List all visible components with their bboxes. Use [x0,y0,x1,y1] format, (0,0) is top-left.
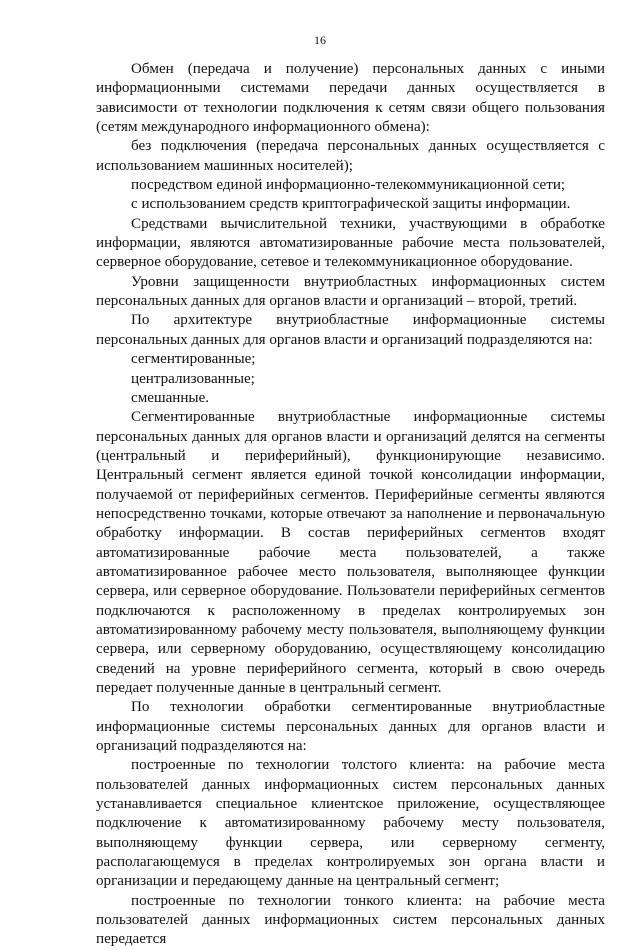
paragraph-data-exchange: Обмен (передача и получение) персональных данных с иными информационными системами передачи данных осуществляется в зависимости от технологии подключения к сетям связи общего пользования (сетям международного информационного обмена): [96,61,605,136]
paragraph-segmented-systems: Сегментированные внутриобластные информационные системы персональных данных для органов власти и организаций делятся на сегменты (центральный и периферийный), функционирующие независимо. Центральный сегмент является единой точкой консолидации информации, получаемой от периферийных сегментов. Периферийные сегменты являются непосредственно точками, которые отвечают за наполнение и первоначальную обработку информации. В состав периферийных сегментов входят автоматизированные рабочие места пользователей, а также автоматизированное рабочее место пользователя, выполняющее функции сервера, или серверное оборудование. Пользователи периферийных сегментов подключаются к расположенному в пределах контролируемых зон автоматизированному рабочему месту пользователя, выполняющему функции сервера, или серверному оборудованию, осуществляющему консолидацию сведений на уровне периферийного сегмента, который в свою очередь передает полученные данные в центральный сегмент. [96,409,605,696]
document-body [96,60,605,950]
paragraph-processing-technology: По технологии обработки сегментированные внутриобластные информационные системы персональных данных для органов власти и организаций подразделяются на: [96,699,605,755]
list-item-unified-network: посредством единой информационно-телекоммуникационной сети; [131,177,566,194]
list-item-segmented: сегментированные; [131,351,256,368]
list-item-no-connection: без подключения (передача персональных данных осуществляется с использованием машинных носителей); [96,138,605,174]
paragraph-security-levels: Уровни защищенности внутриобластных информационных систем персональных данных для органов власти и организаций – второй, третий. [96,273,605,310]
list-item-crypto-protection: с использованием средств криптографической защиты информации. [131,196,571,213]
list-item-centralized: централизованные; [131,370,255,387]
list-item-thick-client: построенные по технологии толстого клиента: на рабочие места пользователей данных информационных систем персональных данных устанавливается специальное клиентское приложение, осуществляющее подключение к автоматизированному рабочему месту пользователя, выполняющему функции сервера, или серверному сегменту, располагающемуся в пределах контролируемых зон органа власти и организации и передающему данные на центральный сегмент; [96,757,605,890]
paragraph-architecture: По архитектуре внутриобластные информационные системы персональных данных для органов власти и организаций подразделяются на: [96,312,605,348]
page-number: 16 [314,33,326,47]
paragraph-computing-equipment: Средствами вычислительной техники, участвующими в обработке информации, являются автоматизированные рабочие места пользователей, серверное оборудование, сетевое и телекоммуникационное оборудование. [96,215,605,271]
list-item-thin-client: построенные по технологии тонкого клиента: на рабочие места пользователей данных информационных систем персональных данных передается [96,892,605,948]
list-item-mixed: смешанные. [131,389,210,406]
